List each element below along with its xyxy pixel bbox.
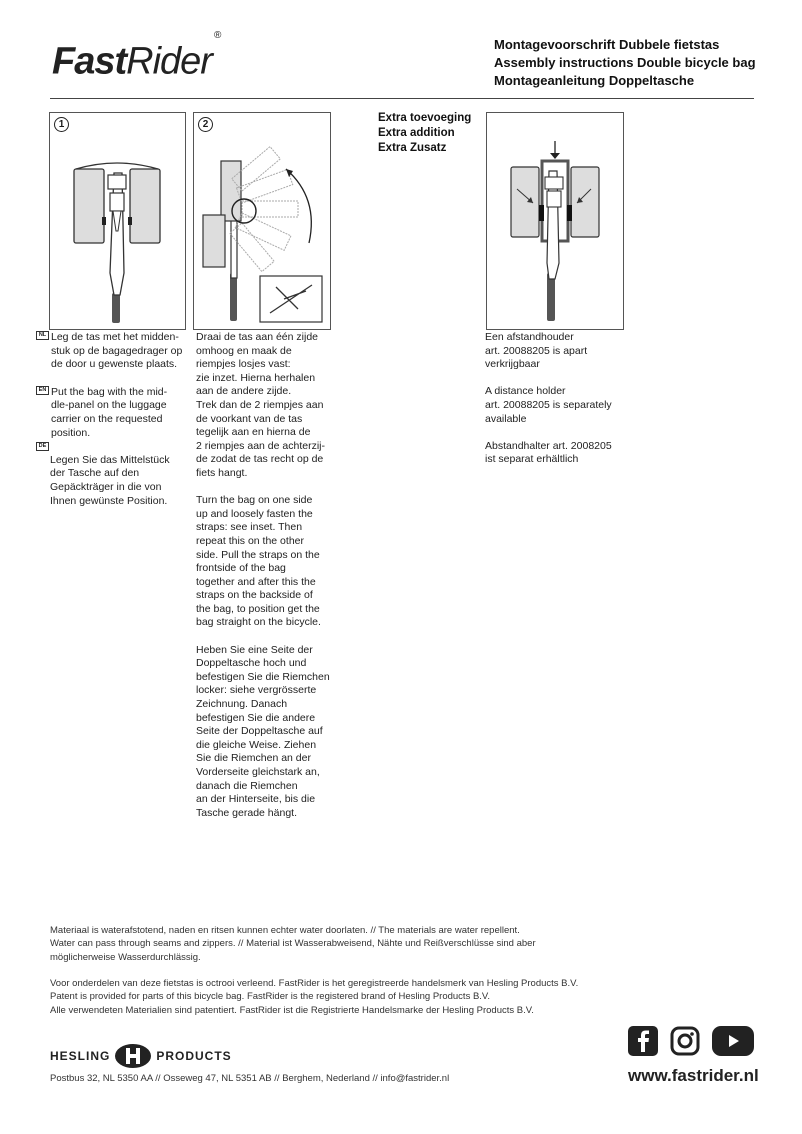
extra-heading-de: Extra Zusatz: [378, 142, 447, 154]
step-1-de: [36, 440, 186, 508]
extra-heading: [378, 111, 471, 156]
extra-de-text: Abstandhalter art. 2008205 ist separat erhältlich: [485, 439, 612, 466]
distance-holder-illustration: [487, 113, 623, 329]
step-1-text: [36, 331, 186, 508]
step-1-de-text: Legen Sie das Mittelstück der Tasche auf den Gepäckträger in die von Ihnen gewünste Position.: [50, 453, 170, 507]
step-2-en-text: Turn the bag on one side up and loosely fasten the straps: see inset. Then repeat this on the other side. Pull the straps on the frontside of the bag together and after this the straps on the backside of the bag, to position get the bag straight on the bicycle.: [196, 494, 321, 629]
products-text: PRODUCTS: [156, 1049, 232, 1063]
figure-extra: [486, 112, 624, 330]
step-2-de-text: Heben Sie eine Seite der Doppeltasche hoch und befestigen Sie die Riemchen locker: siehe vergrösserte Zeichnung. Danach befestigen Sie die andere Seite der Doppeltasche auf die gleiche Weise. Ziehen Sie die Riemchen an der Vorderseite gleichstark an, danach die Riemchen an der Hinterseite, bis die Tasche gerade hängt.: [196, 643, 330, 819]
figure-1-number: 1: [54, 117, 69, 132]
figure-2-number: 2: [198, 117, 213, 132]
footer-patent-notice: Voor onderdelen van deze fietstas is octrooi verleend. FastRider is het geregistreerde handelsmerk van Hesling Products B.V. Patent is provided for parts of this bicycle bag. FastRider is the registered brand of Hesling Products B.V. Alle verwendeten Materialien sind patentiert. FastRider ist die Registrierte Handelsmarke der Hesling Products B.V.: [50, 978, 579, 1016]
flag-en: EN: [36, 386, 49, 395]
step-2-text: [196, 331, 341, 820]
step-2-nl-text: Draai de tas aan één zijde omhoog en maak de riempjes losjes vast: zie inzet. Hierna herhalen aan de andere zijde. Trek dan de 2 riempjes aan de voorkant van de tas tegelijk aan en hierna de 2 riempjes aan de achterzij- de zodat de tas recht op de fiets hangt.: [196, 331, 325, 479]
facebook-icon[interactable]: [628, 1026, 658, 1056]
bag-rotation-illustration: [194, 113, 330, 329]
instagram-icon[interactable]: [670, 1026, 700, 1056]
step-1-en: [36, 386, 186, 440]
step-1-nl-text: Leg de tas met het midden- stuk op de bagagedrager op de door u gewenste plaats.: [51, 331, 183, 371]
header-divider: [50, 98, 754, 99]
extra-text: [485, 331, 635, 467]
title-de: Montageanleitung Doppeltasche: [494, 73, 695, 88]
hesling-products-logo: [50, 1043, 232, 1069]
hesling-h-icon: [114, 1043, 152, 1069]
figure-2: [193, 112, 331, 330]
figure-1: [49, 112, 186, 330]
flag-nl: NL: [36, 331, 49, 340]
title-nl: Montagevoorschrift Dubbele fietstas: [494, 37, 720, 52]
extra-nl-text: Een afstandhouder art. 20088205 is apart verkrijgbaar: [485, 331, 588, 371]
footer-address: Postbus 32, NL 5350 AA // Osseweg 47, NL 5351 AB // Berghem, Nederland // info@fastrider.nl: [50, 1073, 450, 1084]
title-en: Assembly instructions Double bicycle bag: [494, 55, 756, 70]
footer-water-notice: Materiaal is waterafstotend, naden en ritsen kunnen echter water doorlaten. // The materials are water repellent. Water can pass through seams and zippers. // Material ist Wasserabweisend, Nähte und Reißverschlüsse sind aber möglicherweise Wasserdurchlässig.: [50, 925, 536, 963]
flag-de: DE: [36, 442, 49, 451]
fastrider-logo: FastRider®: [52, 30, 221, 83]
step-1-nl: [36, 331, 186, 372]
step-1-en-text: Put the bag with the mid- dle-panel on the luggage carrier on the requested position.: [51, 385, 168, 439]
document-titles: [494, 36, 756, 90]
extra-heading-en: Extra addition: [378, 127, 455, 139]
bag-on-carrier-illustration: [50, 113, 185, 329]
hesling-text: HESLING: [50, 1049, 111, 1063]
extra-heading-nl: Extra toevoeging: [378, 112, 472, 124]
youtube-icon[interactable]: [712, 1026, 754, 1056]
extra-en-text: A distance holder art. 20088205 is separately available: [485, 385, 612, 425]
website-link[interactable]: www.fastrider.nl: [628, 1066, 759, 1085]
